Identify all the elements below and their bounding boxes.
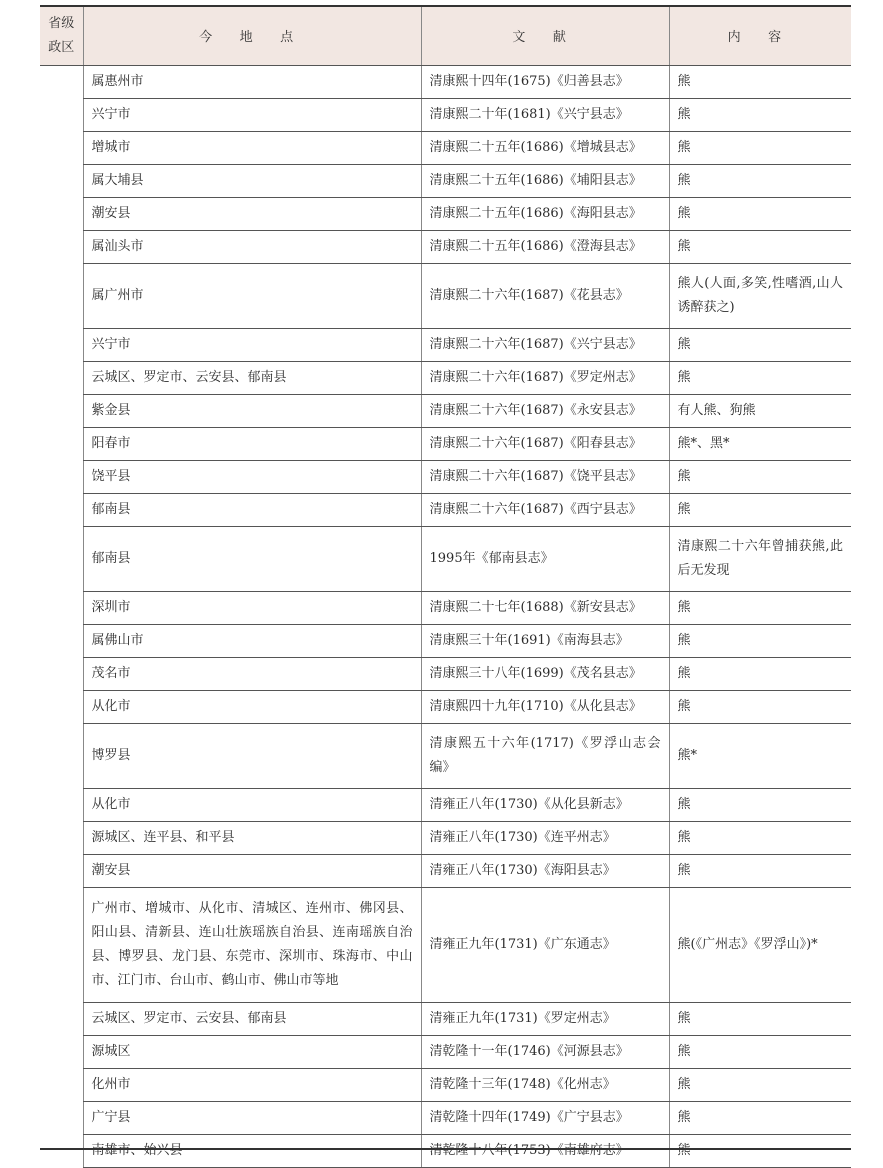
table-row xyxy=(40,624,851,657)
table-row xyxy=(40,493,851,526)
place-cell: 广宁县 xyxy=(83,1101,421,1134)
table-row xyxy=(40,821,851,854)
table-row xyxy=(40,98,851,131)
place-cell: 从化市 xyxy=(83,690,421,723)
source-cell: 清康熙十四年(1675)《归善县志》 xyxy=(421,65,669,98)
place-cell: 属大埔县 xyxy=(83,164,421,197)
content-cell: 熊*、黑* xyxy=(669,427,851,460)
content-cell: 熊 xyxy=(669,821,851,854)
table-row xyxy=(40,1035,851,1068)
content-cell: 熊 xyxy=(669,197,851,230)
content-cell: 熊 xyxy=(669,591,851,624)
place-cell: 属汕头市 xyxy=(83,230,421,263)
content-cell: 熊 xyxy=(669,65,851,98)
place-cell: 紫金县 xyxy=(83,394,421,427)
source-cell: 清康熙二十六年(1687)《饶平县志》 xyxy=(421,460,669,493)
content-cell: 有人熊、狗熊 xyxy=(669,394,851,427)
province-cell xyxy=(40,65,83,1167)
header-source: 文 献 xyxy=(421,6,669,65)
place-cell: 属佛山市 xyxy=(83,624,421,657)
table-row xyxy=(40,460,851,493)
place-cell: 兴宁市 xyxy=(83,98,421,131)
content-cell: 熊 xyxy=(669,493,851,526)
place-cell: 茂名市 xyxy=(83,657,421,690)
table-row xyxy=(40,230,851,263)
content-cell: 熊 xyxy=(669,690,851,723)
content-cell: 熊 xyxy=(669,131,851,164)
table-row xyxy=(40,263,851,328)
content-cell: 熊 xyxy=(669,624,851,657)
place-cell: 从化市 xyxy=(83,788,421,821)
place-cell: 化州市 xyxy=(83,1068,421,1101)
table-row xyxy=(40,1068,851,1101)
content-cell: 熊 xyxy=(669,1002,851,1035)
content-cell: 熊 xyxy=(669,854,851,887)
table-row xyxy=(40,854,851,887)
place-cell: 潮安县 xyxy=(83,197,421,230)
content-cell: 熊(《广州志》《罗浮山》)* xyxy=(669,887,851,1002)
source-cell: 清康熙二十六年(1687)《花县志》 xyxy=(421,263,669,328)
source-cell: 清康熙三十八年(1699)《茂名县志》 xyxy=(421,657,669,690)
source-cell: 清乾隆十一年(1746)《河源县志》 xyxy=(421,1035,669,1068)
source-cell: 清康熙二十五年(1686)《埔阳县志》 xyxy=(421,164,669,197)
header-location: 今 地 点 xyxy=(83,6,421,65)
source-cell: 清康熙二十五年(1686)《增城县志》 xyxy=(421,131,669,164)
table-row xyxy=(40,131,851,164)
content-cell: 熊 xyxy=(669,788,851,821)
place-cell: 博罗县 xyxy=(83,723,421,788)
source-cell: 清雍正八年(1730)《海阳县志》 xyxy=(421,854,669,887)
table-header xyxy=(40,6,851,65)
place-cell: 郁南县 xyxy=(83,493,421,526)
source-cell: 清康熙四十九年(1710)《从化县志》 xyxy=(421,690,669,723)
place-cell: 属惠州市 xyxy=(83,65,421,98)
place-cell: 源城区、连平县、和平县 xyxy=(83,821,421,854)
place-cell: 兴宁市 xyxy=(83,328,421,361)
content-cell: 熊 xyxy=(669,1134,851,1167)
source-cell: 清康熙二十五年(1686)《澄海县志》 xyxy=(421,230,669,263)
source-cell: 清康熙二十六年(1687)《兴宁县志》 xyxy=(421,328,669,361)
content-cell: 熊 xyxy=(669,230,851,263)
table-row xyxy=(40,591,851,624)
content-cell: 熊 xyxy=(669,460,851,493)
source-cell: 清乾隆十三年(1748)《化州志》 xyxy=(421,1068,669,1101)
source-cell: 1995年《郁南县志》 xyxy=(421,526,669,591)
source-cell: 清康熙三十年(1691)《南海县志》 xyxy=(421,624,669,657)
place-cell: 增城市 xyxy=(83,131,421,164)
place-cell: 潮安县 xyxy=(83,854,421,887)
table-row xyxy=(40,197,851,230)
source-cell: 清康熙二十七年(1688)《新安县志》 xyxy=(421,591,669,624)
table-row xyxy=(40,394,851,427)
source-cell: 清康熙二十六年(1687)《罗定州志》 xyxy=(421,361,669,394)
content-cell: 熊 xyxy=(669,657,851,690)
content-cell: 熊 xyxy=(669,1035,851,1068)
records-table xyxy=(40,5,851,1168)
content-cell: 熊 xyxy=(669,98,851,131)
table-row xyxy=(40,1002,851,1035)
content-cell: 熊 xyxy=(669,1068,851,1101)
table-row xyxy=(40,526,851,591)
place-cell: 饶平县 xyxy=(83,460,421,493)
table-body xyxy=(40,65,851,1167)
header-province: 省级 政区 xyxy=(40,6,83,65)
header-content: 内 容 xyxy=(669,6,851,65)
source-cell: 清康熙二十六年(1687)《永安县志》 xyxy=(421,394,669,427)
table-row xyxy=(40,427,851,460)
source-cell: 清康熙二十六年(1687)《阳春县志》 xyxy=(421,427,669,460)
source-cell: 清雍正八年(1730)《连平州志》 xyxy=(421,821,669,854)
table-row xyxy=(40,723,851,788)
content-cell: 熊 xyxy=(669,164,851,197)
place-cell: 阳春市 xyxy=(83,427,421,460)
place-cell: 云城区、罗定市、云安县、郁南县 xyxy=(83,361,421,394)
source-cell: 清康熙五十六年(1717)《罗浮山志会编》 xyxy=(421,723,669,788)
table-row xyxy=(40,657,851,690)
table-row xyxy=(40,65,851,98)
source-cell: 清乾隆十八年(1753)《南雄府志》 xyxy=(421,1134,669,1167)
table-bottom-rule xyxy=(40,1148,851,1150)
place-cell: 深圳市 xyxy=(83,591,421,624)
table-row xyxy=(40,887,851,1002)
content-cell: 熊 xyxy=(669,1101,851,1134)
source-cell: 清康熙二十五年(1686)《海阳县志》 xyxy=(421,197,669,230)
source-cell: 清康熙二十年(1681)《兴宁县志》 xyxy=(421,98,669,131)
table-row xyxy=(40,1101,851,1134)
table-row xyxy=(40,1134,851,1167)
content-cell: 熊 xyxy=(669,361,851,394)
table-row xyxy=(40,690,851,723)
content-cell: 熊 xyxy=(669,328,851,361)
content-cell: 熊* xyxy=(669,723,851,788)
table-row xyxy=(40,164,851,197)
source-cell: 清雍正九年(1731)《罗定州志》 xyxy=(421,1002,669,1035)
table-row xyxy=(40,361,851,394)
place-cell: 南雄市、始兴县 xyxy=(83,1134,421,1167)
source-cell: 清雍正八年(1730)《从化县新志》 xyxy=(421,788,669,821)
source-cell: 清雍正九年(1731)《广东通志》 xyxy=(421,887,669,1002)
place-cell: 广州市、增城市、从化市、清城区、连州市、佛冈县、阳山县、清新县、连山壮族瑶族自治县、连南瑶族自治县、博罗县、龙门县、东莞市、深圳市、珠海市、中山市、江门市、台山市、鹤山市、佛山市等地 xyxy=(83,887,421,1002)
table-row xyxy=(40,328,851,361)
source-cell: 清乾隆十四年(1749)《广宁县志》 xyxy=(421,1101,669,1134)
place-cell: 郁南县 xyxy=(83,526,421,591)
place-cell: 源城区 xyxy=(83,1035,421,1068)
place-cell: 属广州市 xyxy=(83,263,421,328)
content-cell: 熊人(人面,多笑,性嗜酒,山人诱醉获之) xyxy=(669,263,851,328)
table-row xyxy=(40,788,851,821)
content-cell: 清康熙二十六年曾捕获熊,此后无发现 xyxy=(669,526,851,591)
place-cell: 云城区、罗定市、云安县、郁南县 xyxy=(83,1002,421,1035)
source-cell: 清康熙二十六年(1687)《西宁县志》 xyxy=(421,493,669,526)
